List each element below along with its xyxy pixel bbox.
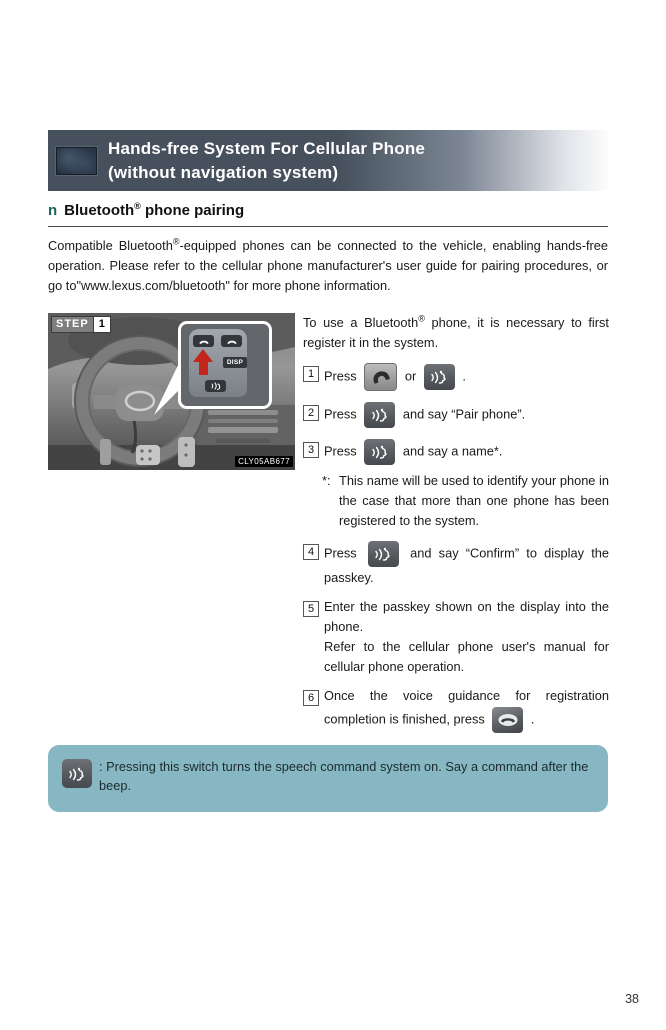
footnote-marker: *:	[322, 473, 331, 488]
step-text	[324, 438, 609, 466]
registered-trademark-icon: ®	[134, 201, 141, 211]
step-text	[324, 401, 609, 429]
talk-icon	[210, 382, 222, 390]
page-title-line1: Hands-free System For Cellular Phone	[108, 138, 426, 158]
section-heading	[48, 202, 608, 227]
section-title: Bluetooth	[64, 202, 135, 219]
step-text-segment: .	[462, 368, 466, 384]
step-text-segment: Press	[324, 368, 357, 384]
step-number-box: 1	[303, 366, 319, 382]
step-text-segment: Press	[324, 443, 357, 459]
step-number-box: 2	[303, 405, 319, 421]
step-number-box: 4	[303, 544, 319, 560]
step-text	[324, 540, 609, 588]
registered-trademark-icon: ®	[172, 236, 180, 247]
step-text	[324, 686, 609, 734]
callout-box	[178, 321, 272, 409]
note-box	[48, 745, 608, 812]
step-number-box: 6	[303, 690, 319, 706]
instructions-column	[303, 313, 609, 734]
step-text-segment: and say “Pair phone”.	[402, 406, 526, 422]
registered-trademark-icon: ®	[418, 313, 425, 324]
note-content	[48, 745, 608, 795]
note-text-body: Pressing this switch turns the speech command system on. Say a command after the beep.	[99, 759, 589, 793]
step-text-segment: Press	[324, 406, 357, 422]
footnote	[322, 471, 609, 531]
step-row-5	[303, 597, 609, 677]
step-text-segment: Once the voice guidance for registration completion is finished, press	[324, 688, 609, 727]
step-number-box: 5	[303, 601, 319, 617]
steering-wheel-photo	[48, 313, 295, 470]
phone-pickup-icon	[198, 338, 210, 345]
note-text	[99, 757, 594, 795]
step-text	[324, 362, 609, 392]
section-bullet-icon: n	[48, 202, 58, 219]
phone-hangup-switch	[221, 335, 242, 347]
step-row-4	[303, 540, 609, 588]
step-tag-label: STEP	[51, 316, 94, 333]
step-row-6	[303, 686, 609, 734]
note-separator: :	[99, 759, 103, 774]
talk-switch	[205, 380, 226, 392]
instructions-intro-text: To use a Bluetooth	[303, 315, 419, 330]
instructions-intro	[303, 313, 609, 353]
phone-pickup-switch	[193, 335, 214, 347]
step-text-segment: .	[530, 711, 535, 727]
step-tag-number: 1	[94, 316, 111, 333]
disp-button: DISP	[223, 357, 247, 368]
talk-button	[364, 402, 395, 428]
step-tag	[51, 316, 111, 333]
talk-button	[368, 541, 399, 567]
header-banner	[48, 130, 608, 191]
red-arrow-stem	[199, 361, 208, 375]
page-title	[108, 137, 425, 185]
phone-hangup-icon	[497, 713, 519, 727]
step-text-segment: and say a name*.	[402, 443, 503, 459]
talk-button	[62, 759, 92, 788]
phone-hangup-icon	[226, 338, 238, 345]
step-text-segment: and say “Confirm” to display the passkey.	[324, 545, 609, 585]
footnote-text: This name will be used to identify your phone in the case that more than one phone has been registered to the system.	[339, 473, 609, 528]
phone-hangup-button	[492, 707, 523, 733]
step-number-box: 3	[303, 442, 319, 458]
page-title-line2: (without navigation system)	[108, 162, 339, 182]
section-title-rest: phone pairing	[140, 202, 245, 219]
page-number: 38	[625, 992, 639, 1006]
phone-pickup-icon	[370, 370, 392, 385]
talk-icon	[373, 546, 393, 563]
intro-paragraph	[48, 236, 608, 296]
step-text-line: Enter the passkey shown on the display into the phone.	[324, 599, 609, 634]
step-row-3	[303, 438, 609, 466]
step-text-line: Refer to the cellular phone user's manual for cellular phone operation.	[324, 639, 609, 674]
talk-button	[364, 439, 395, 465]
phone-pickup-button	[364, 363, 397, 391]
figure-caption: CLY05AB677	[235, 456, 293, 467]
intro-text-rest: -equipped phones can be connected to the vehicle, enabling hands-free operation. Please refer to the cellular phone manufacturer's user guide for pairing procedures, or go to"www.lexus.com/bluetooth" for more phone information.	[48, 238, 609, 293]
step-text	[324, 597, 609, 677]
step-row-1	[303, 362, 609, 392]
intro-text: Compatible Bluetooth	[48, 238, 173, 253]
step-text-segment: or	[404, 368, 417, 384]
talk-icon	[429, 369, 449, 386]
talk-icon	[370, 407, 390, 424]
step-row-2	[303, 401, 609, 429]
talk-button	[424, 364, 455, 390]
header-thumbnail-image	[56, 147, 97, 175]
talk-icon	[67, 765, 87, 783]
instructions-intro-rest: phone, it is necessary to first register it in the system.	[303, 315, 609, 350]
step-text-segment: Press	[324, 545, 357, 561]
talk-icon	[370, 444, 390, 461]
